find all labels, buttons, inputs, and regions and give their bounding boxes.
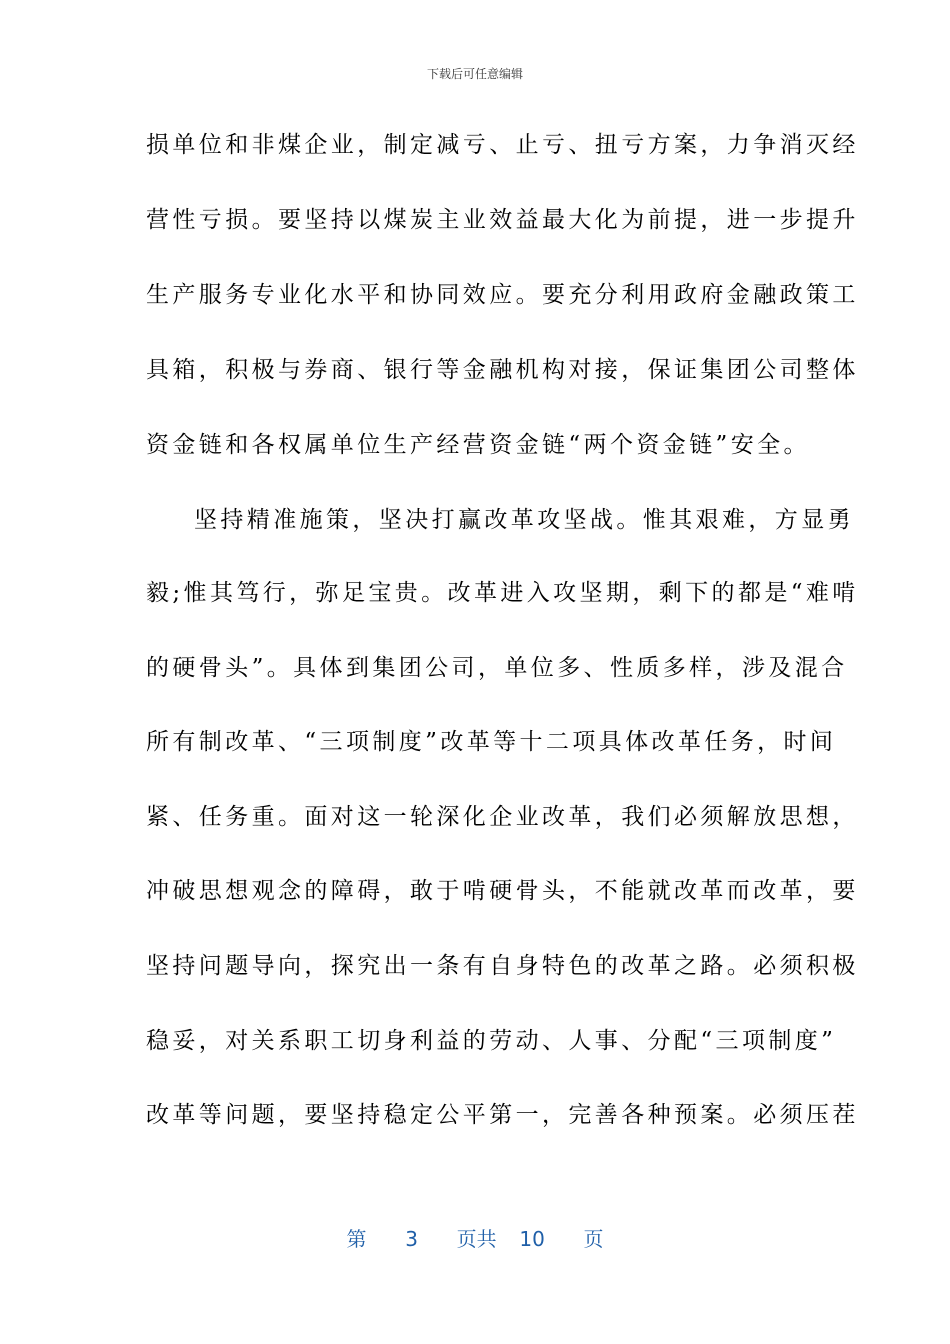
body-line-12: 坚持问题导向，探究出一条有自身特色的改革之路。必须积极 [146,953,859,979]
body-line-10: 紧、任务重。面对这一轮深化企业改革，我们必须解放思想， [146,804,859,830]
body-line-8: 的硬骨头”。具体到集团公司，单位多、性质多样，涉及混合 [146,655,848,681]
body-line-5: 资金链和各权属单位生产经营资金链“两个资金链”安全。 [146,432,810,458]
footer-suffix: 页 [583,1227,604,1251]
footer-current-page: 3 [405,1227,418,1251]
footer-total-pages: 10 [519,1227,545,1251]
body-line-2: 营性亏损。要坚持以煤炭主业效益最大化为前提，进一步提升 [146,207,859,233]
body-line-13: 稳妥，对关系职工切身利益的劳动、人事、分配“三项制度” [146,1028,837,1054]
body-line-11: 冲破思想观念的障碍，敢于啃硬骨头，不能就改革而改革，要 [146,878,859,904]
body-line-7: 毅;惟其笃行，弥足宝贵。改革进入攻坚期，剩下的都是“难啃 [146,580,859,606]
page-footer [0,1226,950,1252]
body-line-3: 生产服务专业化水平和协同效应。要充分利用政府金融政策工 [146,282,859,308]
body-line-1: 损单位和非煤企业，制定减亏、止亏、扭亏方案，力争消灭经 [146,132,859,158]
body-line-6: 坚持精准施策，坚决打赢改革攻坚战。惟其艰难，方显勇 [194,507,854,533]
footer-prefix: 第 [346,1227,367,1251]
body-line-9: 所有制改革、“三项制度”改革等十二项具体改革任务，时间 [146,729,837,755]
body-line-4: 具箱，积极与券商、银行等金融机构对接，保证集团公司整体 [146,357,859,383]
header-note: 下载后可任意编辑 [426,67,523,81]
body-line-14: 改革等问题，要坚持稳定公平第一，完善各种预案。必须压茬 [146,1102,859,1128]
footer-middle: 页共 [456,1227,497,1251]
